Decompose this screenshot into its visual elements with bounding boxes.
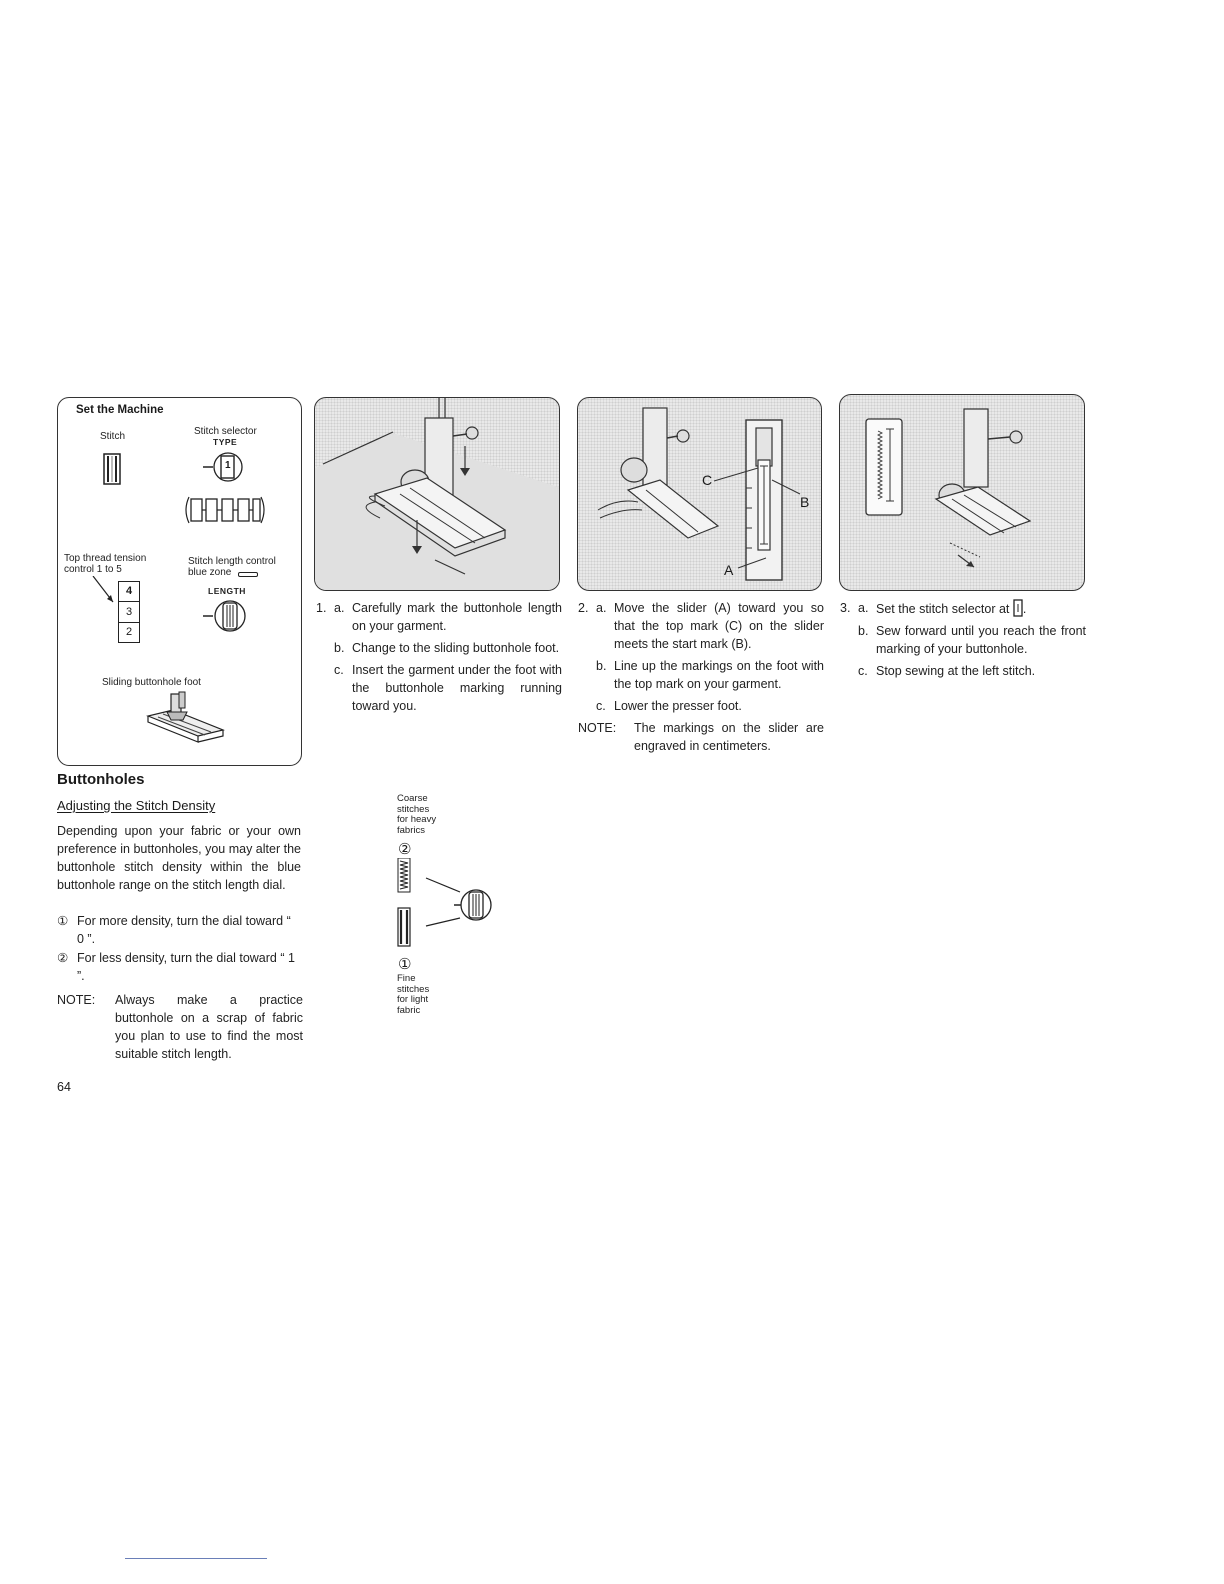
step-2-note-label: NOTE: (578, 721, 617, 735)
buttonholes-heading: Buttonholes (57, 771, 145, 788)
set-machine-panel (57, 397, 302, 766)
density-subheading: Adjusting the Stitch Density (57, 798, 216, 813)
tension-label-line-2: control 1 to 5 (64, 564, 122, 575)
coarse-line-2: stitches (397, 803, 430, 815)
step-2a-letter: a. (596, 601, 607, 615)
step-2-note-text: The markings on the slider are engraved in centimeters. (634, 721, 824, 753)
step-3-text: 3. a. Set the stitch selector at . b. Sew forward until you reach the front marking of your buttonhole. c. Stop sewing at the left stitch. (840, 601, 1086, 678)
length-dial-icon (203, 598, 249, 634)
tension-value-bottom: 2 (125, 626, 133, 638)
density-item-2 (57, 949, 301, 985)
step-1a-text: Carefully mark the buttonhole length on your garment. (352, 601, 562, 633)
buttonhole-stitch-icon (103, 453, 121, 485)
stitch-label: Stitch (100, 431, 126, 442)
item-2-mark: ② (57, 951, 69, 965)
fine-mark: ① (398, 956, 412, 973)
step-1b-letter: b. (334, 641, 345, 655)
step-2-illustration (577, 397, 822, 591)
length-label-line-1: Stitch length control (188, 556, 276, 567)
density-paragraph: Depending upon your fabric or your own preference in buttonholes, you may alter the buttonhole stitch density within the blue buttonhole range on the stitch length dial. (57, 824, 301, 892)
density-item-1 (57, 912, 301, 948)
fine-line-4: fabric (397, 1004, 421, 1016)
step-3-number: 3. (840, 601, 851, 615)
step-2c-letter: c. (596, 699, 606, 713)
label-a: A (724, 562, 734, 578)
item-1-mark: ① (57, 914, 69, 928)
stitch-pattern-selector-icon (183, 495, 267, 525)
step-2-number: 2. (578, 601, 589, 615)
step-2b-text: Line up the markings on the foot with the top mark on your garment. (614, 659, 824, 691)
sliding-buttonhole-foot-icon (143, 690, 233, 750)
step-3a-letter: a. (858, 601, 869, 615)
tension-value-middle: 3 (119, 602, 139, 623)
step-1-illustration (314, 397, 560, 591)
fine-caption (397, 974, 429, 1016)
step-2c-text: Lower the presser foot. (614, 699, 742, 713)
item-1-text: For more density, turn the dial toward “ 0 ”. (77, 914, 291, 946)
stitch-selector-label: Stitch selector (194, 426, 257, 437)
step-1a-letter: a. (334, 601, 345, 615)
fine-line-3: for light (397, 994, 429, 1005)
step-2a-text: Move the slider (A) toward you so that the top mark (C) on the slider meets the start mark (B). (614, 601, 824, 651)
step-3b-letter: b. (858, 624, 869, 638)
step-3b-text: Sew forward until you reach the front marking of your buttonhole. (876, 624, 1086, 656)
page-number: 64 (57, 1080, 71, 1094)
step-3c-letter: c. (858, 664, 868, 678)
type-dial-value: 1 (225, 460, 231, 471)
step-3c-text: Stop sewing at the left stitch. (876, 664, 1036, 678)
fine-line-2: stitches (397, 983, 430, 995)
set-machine-title: Set the Machine (76, 404, 164, 416)
density-diagram-icon (396, 858, 496, 950)
fine-line-1: Fine (397, 973, 416, 984)
step-1c-letter: c. (334, 663, 344, 677)
step-2b-letter: b. (596, 659, 607, 673)
type-dial-icon (203, 450, 247, 484)
step-2-text (578, 599, 824, 755)
item-2-text: For less density, turn the dial toward “ 1 ”. (77, 951, 295, 983)
density-note-label: NOTE: (57, 993, 96, 1007)
tension-value-top: 4 (119, 582, 139, 602)
coarse-caption (397, 794, 436, 836)
step-3-illustration (839, 394, 1085, 591)
label-c: C (702, 472, 713, 488)
tension-pointer-line (91, 576, 121, 616)
tension-label-line-1: Top thread tension (64, 553, 147, 564)
step-3a-text: Set the stitch selector at (876, 602, 1010, 616)
label-b: B (800, 494, 810, 510)
length-label-line-2: blue zone (188, 567, 232, 578)
coarse-mark: ② (398, 841, 412, 858)
blue-zone-symbol (238, 572, 258, 577)
coarse-line-4: fabrics (397, 824, 425, 836)
step-1c-text: Insert the garment under the foot with the buttonhole marking running toward you. (352, 663, 562, 713)
step-1-text (316, 599, 562, 715)
coarse-line-1: Coarse (397, 793, 428, 804)
buttonhole-selector-symbol-icon (1013, 599, 1023, 617)
step-1-number: 1. (316, 601, 327, 615)
density-note-text: Always make a practice buttonhole on a scrap of fabric you plan to use to find the most suitable stitch length. (115, 993, 303, 1061)
coarse-line-3: for heavy (397, 814, 437, 825)
tension-dial (118, 581, 140, 643)
density-note (57, 991, 303, 1063)
type-label: TYPE (213, 437, 238, 447)
footer-rule (125, 1558, 267, 1559)
length-word: LENGTH (208, 586, 246, 596)
step-1b-text: Change to the sliding buttonhole foot. (352, 641, 560, 655)
foot-label: Sliding buttonhole foot (102, 677, 201, 688)
